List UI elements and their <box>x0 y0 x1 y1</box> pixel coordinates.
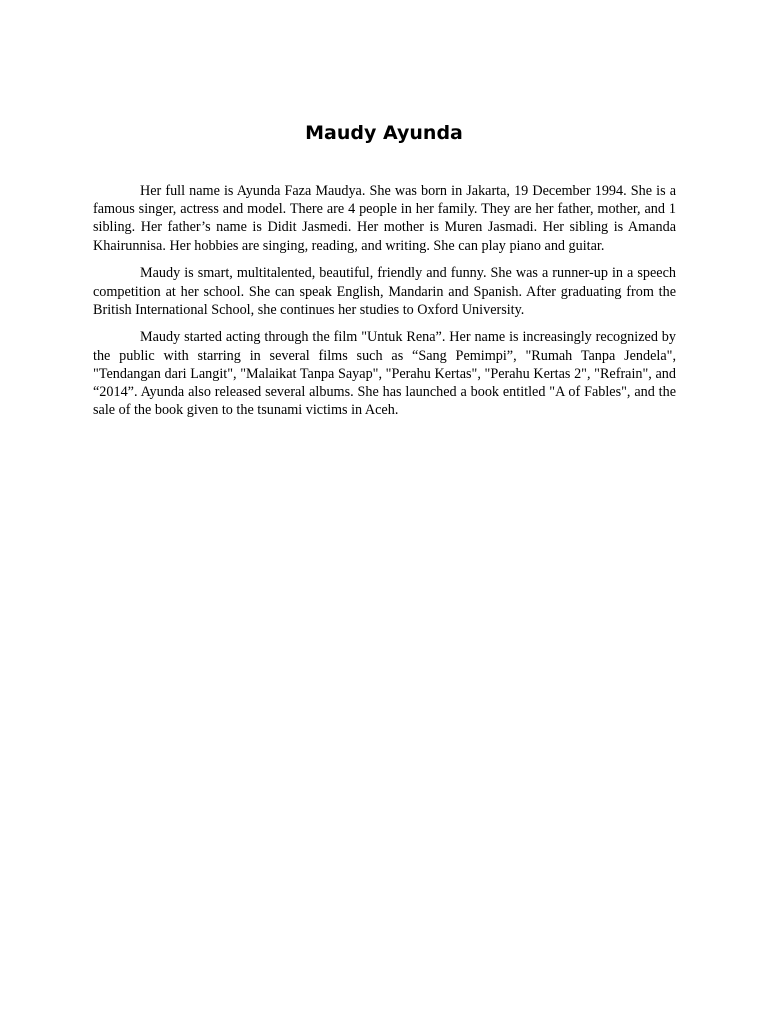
paragraph-biography: Her full name is Ayunda Faza Maudya. She was born in Jakarta, 19 December 1994. She is a famous singer, actress and model. There are 4 people in her family. They are her father, mother, and 1 sibling. Her father’s name is Didit Jasmedi. Her mother is Muren Jasmadi. Her sibling is Amanda Khairunnisa. Her hobbies are singing, reading, and writing. She can play piano and guitar. <box>93 183 676 254</box>
paragraph-personality: Maudy is smart, multitalented, beautiful, friendly and funny. She was a runner-up in a speech competition at her school. She can speak English, Mandarin and Spanish. After graduating from the British International School, she continues her studies to Oxford University. <box>93 265 676 318</box>
document-body <box>93 182 676 429</box>
document-title: Maudy Ayunda <box>305 122 463 144</box>
paragraph-career: Maudy started acting through the film "Untuk Rena”. Her name is increasingly recognized by the public with starring in several films such as “Sang Pemimpi”, "Rumah Tanpa Jendela", "Tendangan dari Langit", "Malaikat Tanpa Sayap", "Perahu Kertas", "Perahu Kertas 2", "Refrain", and “2014”. Ayunda also released several albums. She has launched a book entitled "A of Fables", and the sale of the book given to the tsunami victims in Aceh. <box>93 329 676 419</box>
